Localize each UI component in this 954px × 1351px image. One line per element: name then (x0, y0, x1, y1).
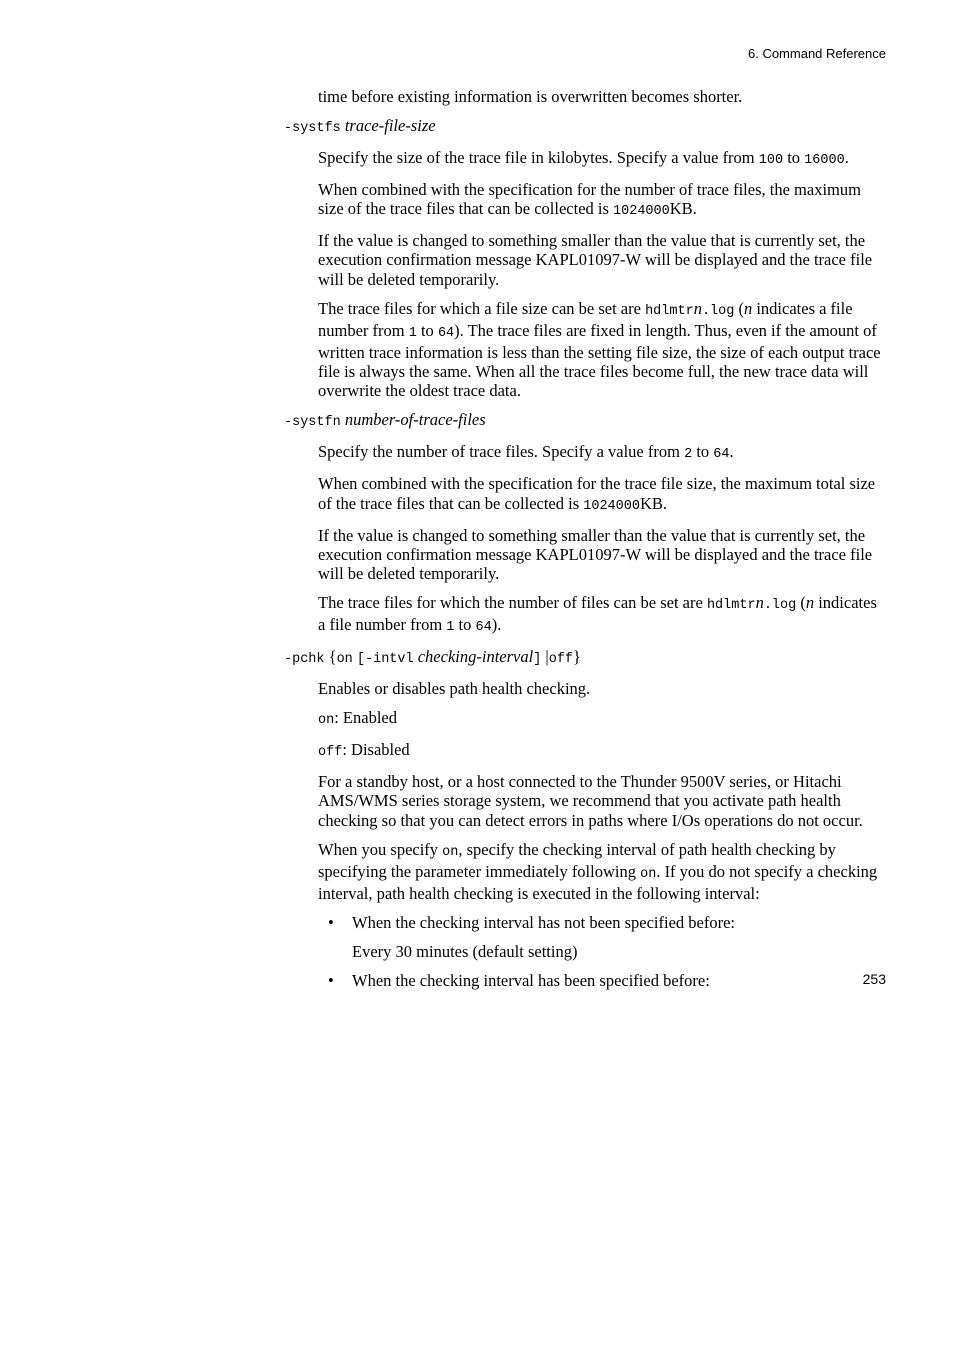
systfs-flag: -systfs (284, 121, 341, 136)
text-run: to (416, 320, 438, 340)
text-run: ( (796, 593, 806, 613)
page-number: 253 (862, 971, 886, 987)
code-value: 64 (713, 447, 730, 463)
systfn-flag: -systfn (284, 415, 341, 431)
text-run: Specify the number of trace files. Specify a value from (318, 442, 685, 462)
text-run: ). (491, 615, 502, 635)
text-run: Specify the size of the trace file in kilobytes. Specify a value from (318, 148, 759, 167)
text-run: : Enabled (334, 708, 397, 728)
code-value: hdlmtr (706, 598, 756, 614)
page-body (284, 87, 888, 1000)
list-item-detail: Every 30 minutes (default setting) (352, 942, 578, 962)
pchk-arg: checking-interval (417, 647, 534, 667)
syntax-brace: { (328, 647, 337, 667)
systfn-paragraph-3: If the value is changed to something smaller than the value that is currently set, the execution confirmation message KAPL01097-W will be displayed and the trace file will be deleted temporarily. (318, 525, 873, 584)
code-value: hdlmtr (645, 303, 694, 319)
text-run: When the checking interval has been specified before: (352, 971, 710, 991)
systfs-arg: trace-file-size (344, 116, 436, 135)
code-value: .log (763, 598, 797, 614)
text-run: When the checking interval has not been specified before: (352, 913, 736, 933)
continuation-paragraph: time before existing information is overwritten becomes shorter. (318, 87, 743, 106)
code-value: off (548, 652, 574, 668)
code-value: 64 (437, 325, 455, 341)
text-run: KB. (669, 199, 697, 219)
italic-variable: n (693, 298, 702, 318)
pchk-option-heading (284, 647, 888, 669)
text-run: KB. (639, 493, 668, 513)
running-header: 6. Command Reference (747, 46, 886, 61)
pchk-flag: -pchk (284, 652, 325, 668)
code-value: 16000 (804, 153, 845, 168)
text-run: ). The trace files are fixed in length. Thus, even if the amount of written trace information is less than the setting file size, the size of each output trace file is always the same. When all the trace files become full, the new trace data will overwrite the oldest trace data. (318, 320, 881, 401)
code-value: 2 (684, 447, 693, 463)
code-value: 100 (758, 153, 784, 168)
code-value: on (318, 713, 335, 729)
text-run: to (783, 148, 805, 167)
text-run: When combined with the specification for the trace file size, the maximum total size of the trace files that can be collected is (318, 474, 876, 513)
text-run: . (844, 148, 849, 167)
systfs-paragraph-4 (318, 299, 888, 401)
code-value: 1 (408, 325, 417, 341)
syntax-pipe: | (545, 647, 549, 667)
text-run: indicates a file number from (318, 298, 853, 340)
pchk-paragraph-2: For a standby host, or a host connected to the Thunder 9500V series, or Hitachi AMS/WMS series storage system, we recommend that you activate path health checking so that you can detect errors in paths where I/Os operations do not occur. (318, 772, 863, 830)
syntax-brace: } (573, 647, 581, 667)
text-run: . (729, 442, 734, 462)
text-run: . If you do not specify a checking interval, path health checking is executed in the following interval: (318, 861, 878, 904)
syntax-bracket: ] (533, 652, 542, 668)
systfs-paragraph-1 (318, 148, 888, 170)
text-run: The trace files for which the number of files can be set are (318, 593, 707, 613)
list-item (318, 971, 888, 990)
pchk-off-line (318, 740, 888, 762)
text-run: indicates a file number from (318, 593, 877, 635)
text-run: : Disabled (342, 740, 410, 760)
italic-variable: n (755, 593, 764, 613)
systfn-arg: number-of-trace-files (344, 410, 486, 430)
list-item (318, 913, 888, 932)
bullet-icon: • (328, 971, 334, 991)
text-run: The trace files for which a file size can be set are (318, 298, 646, 318)
text-run: ( (734, 298, 744, 318)
code-value: 1 (446, 620, 455, 636)
syntax-bracket: [ (356, 652, 365, 668)
italic-variable: n (805, 593, 815, 613)
text-run: , specify the checking interval of path health checking by specifying the parameter immediately following (318, 839, 836, 881)
code-value: .log (701, 303, 735, 319)
code-value: 64 (475, 620, 492, 636)
systfn-paragraph-1 (318, 442, 888, 464)
text-run: to (692, 442, 714, 462)
systfn-paragraph-2 (318, 474, 888, 515)
pchk-paragraph-1: Enables or disables path health checking. (318, 679, 591, 699)
text-run: When you specify (318, 839, 443, 859)
code-value: 1024000 (583, 498, 640, 514)
pchk-paragraph-3 (318, 840, 888, 904)
systfn-option-heading (284, 410, 888, 432)
pchk-on-line (318, 708, 888, 730)
code-value: -intvl (365, 652, 414, 668)
systfs-paragraph-2 (318, 180, 888, 221)
code-value: off (318, 745, 343, 761)
code-value: 1024000 (613, 204, 670, 220)
code-value: on (442, 844, 459, 860)
italic-variable: n (743, 298, 753, 318)
text-run: When combined with the specification for the number of trace files, the maximum size of the trace files that can be collected is (318, 180, 861, 219)
text-run: to (454, 615, 476, 635)
systfs-paragraph-3: If the value is changed to something smaller than the value that is currently set, the execution confirmation message KAPL01097-W will be displayed and the trace file will be deleted temporarily. (318, 231, 873, 289)
systfs-option-heading (284, 116, 888, 138)
code-value: on (640, 866, 657, 882)
systfn-paragraph-4 (318, 593, 888, 637)
bullet-icon: • (328, 913, 334, 933)
code-value: on (336, 652, 353, 668)
